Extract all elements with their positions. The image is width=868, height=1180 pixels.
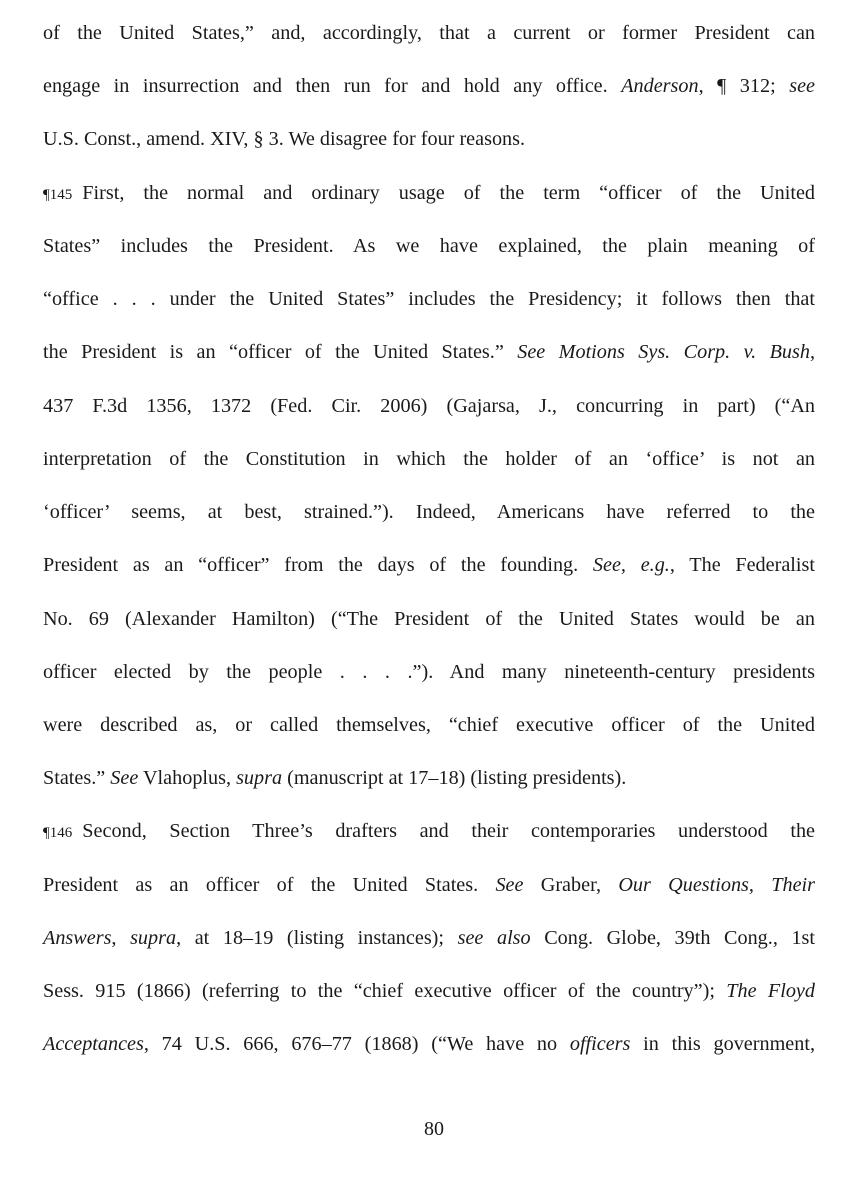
text-span: Vlahoplus, xyxy=(138,767,237,789)
text-span: of the United States,” and, accordingly, that a current or former President can xyxy=(43,22,815,44)
text-line xyxy=(43,391,815,421)
text-span: engage in insurrection and then run for and hold any office. xyxy=(43,75,622,97)
italic-text: Answers xyxy=(43,927,112,949)
text-line xyxy=(43,497,815,527)
text-span: (manuscript at 17–18) (listing presidents). xyxy=(282,767,627,789)
italic-text: see also xyxy=(457,927,531,949)
text-span: 437 F.3d 1356, 1372 (Fed. Cir. 2006) (Gajarsa, J., concurring in part) (“An xyxy=(43,395,815,417)
text-line xyxy=(43,763,815,793)
text-span: No. 69 (Alexander Hamilton) (“The President of the United States would be an xyxy=(43,608,815,630)
text-line xyxy=(43,124,815,154)
text-line xyxy=(43,18,815,48)
text-line xyxy=(43,976,815,1006)
italic-text: supra xyxy=(130,927,177,949)
italic-text: The Floyd xyxy=(726,980,815,1002)
text-span: , at 18–19 (listing instances); xyxy=(176,927,458,949)
text-line xyxy=(43,816,815,846)
text-line xyxy=(43,284,815,314)
text-span: Second, Section Three’s drafters and their contemporaries understood the xyxy=(82,820,815,842)
text-line xyxy=(43,550,815,580)
text-span: the President is an “officer of the United States.” xyxy=(43,341,518,363)
text-line xyxy=(43,231,815,261)
italic-text: See, e.g. xyxy=(592,554,670,576)
italic-text: See Motions Sys. Corp. v. Bush xyxy=(517,341,810,363)
italic-text: See xyxy=(110,767,139,789)
text-line xyxy=(43,71,815,101)
text-span: First, the normal and ordinary usage of the term “officer of the United xyxy=(82,182,815,204)
text-span: officer elected by the people . . . .”). And many nineteenth-century presidents xyxy=(43,661,815,683)
text-span: interpretation of the Constitution in which the holder of an ‘office’ is not an xyxy=(43,448,815,470)
italic-text: supra xyxy=(236,767,283,789)
text-span: States.” xyxy=(43,767,111,789)
text-line xyxy=(43,923,815,953)
text-line xyxy=(43,337,815,367)
italic-text: Our Questions, Their xyxy=(618,874,815,896)
text-span: “office . . . under the United States” includes the Presidency; it follows then that xyxy=(43,288,815,310)
italic-text: see xyxy=(789,75,815,97)
text-span: President as an officer of the United States. xyxy=(43,874,496,896)
text-span: Graber, xyxy=(523,874,619,896)
text-line xyxy=(43,444,815,474)
text-span: , 74 U.S. 666, 676–77 (1868) (“We have no xyxy=(143,1033,570,1055)
text-line xyxy=(43,870,815,900)
text-line xyxy=(43,1029,815,1059)
text-span: States” includes the President. As we have explained, the plain meaning of xyxy=(43,235,815,257)
text-line xyxy=(43,178,815,208)
paragraph-number: ¶146 xyxy=(43,825,73,841)
text-span: President as an “officer” from the days of the founding. xyxy=(43,554,593,576)
text-span: Sess. 915 (1866) (referring to the “chief executive officer of the country”); xyxy=(43,980,727,1002)
text-span: Cong. Globe, 39th Cong., 1st xyxy=(530,927,816,949)
italic-text: Acceptances xyxy=(43,1033,144,1055)
text-span: in this government, xyxy=(630,1033,815,1055)
italic-text: Anderson xyxy=(621,75,699,97)
text-span: , xyxy=(111,927,131,949)
text-span: U.S. Const., amend. XIV, § 3. We disagree for four reasons. xyxy=(43,128,526,150)
italic-text: officers xyxy=(569,1033,631,1055)
text-span: were described as, or called themselves, “chief executive officer of the United xyxy=(43,714,815,736)
paragraph-number: ¶145 xyxy=(43,187,73,203)
text-span: , The Federalist xyxy=(669,554,815,576)
italic-text: See xyxy=(495,874,524,896)
text-line xyxy=(43,604,815,634)
text-line xyxy=(43,657,815,687)
text-span: ‘officer’ seems, at best, strained.”). Indeed, Americans have referred to the xyxy=(43,501,815,523)
page-number: 80 xyxy=(424,1118,444,1140)
text-span: , ¶ 312; xyxy=(698,75,790,97)
text-line xyxy=(43,710,815,740)
text-span: , xyxy=(809,341,815,363)
